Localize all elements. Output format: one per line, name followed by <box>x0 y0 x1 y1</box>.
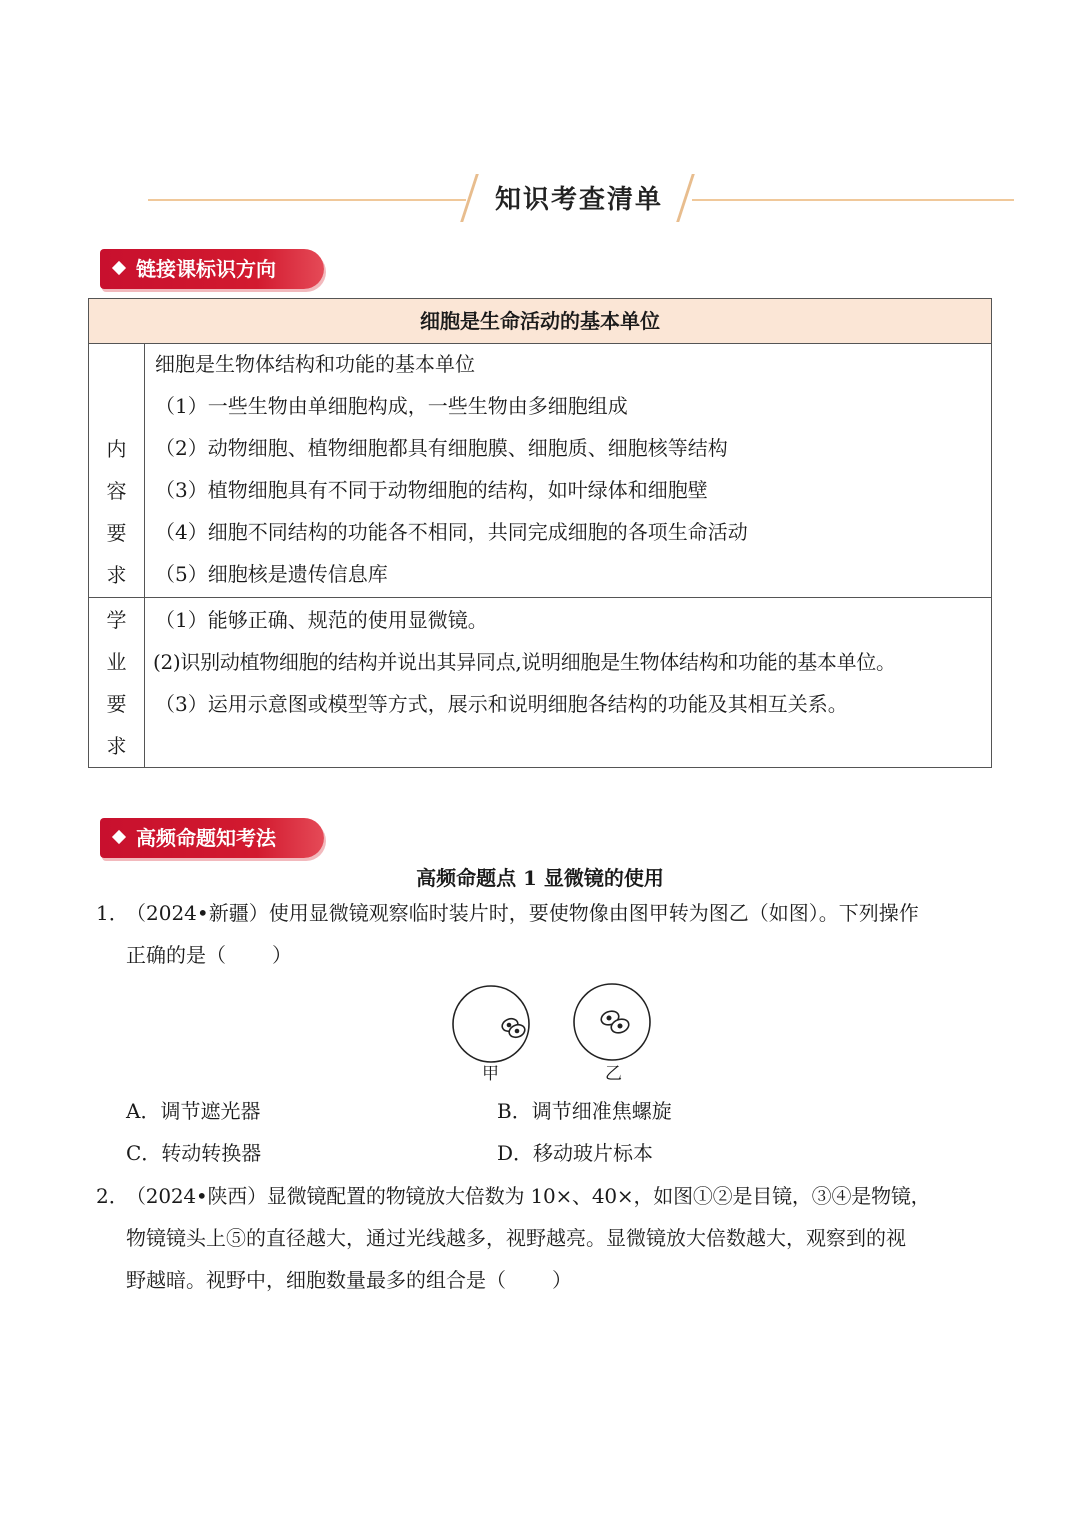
standards-table <box>88 298 992 768</box>
content-line: （4）细胞不同结构的功能各不相同，共同完成细胞的各项生命活动 <box>155 520 748 544</box>
option-a[interactable]: A．调节遮光器 <box>126 1099 261 1123</box>
academic-line: （3）运用示意图或模型等方式，展示和说明细胞各结构的功能及其相互关系。 <box>155 692 848 716</box>
question-2-number: 2． <box>96 1184 129 1208</box>
question-1-stem: （2024•新疆）使用显微镜观察临时装片时，要使物像由图甲转为图乙（如图）。下列操作 <box>126 901 919 925</box>
question-1-number: 1． <box>96 901 129 925</box>
content-line: 细胞是生物体结构和功能的基本单位 <box>155 352 475 376</box>
section-tag-standards <box>100 249 324 289</box>
section-tag-label: 链接课标识方向 <box>136 257 276 281</box>
topic-heading: 高频命题点 1 显微镜的使用 <box>416 866 664 890</box>
diamond-icon <box>112 261 126 275</box>
section-tag-questions <box>100 818 324 858</box>
option-d[interactable]: D．移动玻片标本 <box>497 1141 654 1165</box>
content-line: （2）动物细胞、植物细胞都具有细胞膜、细胞质、细胞核等结构 <box>155 436 728 460</box>
field-jia <box>453 986 529 1062</box>
figure-label-jia: 甲 <box>482 1064 499 1084</box>
academic-line: （1）能够正确、规范的使用显微镜。 <box>155 608 488 632</box>
microscope-field-figure <box>448 980 658 1070</box>
diamond-icon <box>112 830 126 844</box>
title-rule-left <box>148 199 466 201</box>
row-divider <box>89 597 991 598</box>
title-rule-right <box>692 199 1014 201</box>
content-requirements-label: 内 容 要 求 <box>89 343 145 597</box>
content-line: （1）一些生物由单细胞构成，一些生物由多细胞组成 <box>155 394 628 418</box>
table-title: 细胞是生命活动的基本单位 <box>89 299 991 344</box>
section-tag-label: 高频命题知考法 <box>136 826 276 850</box>
question-2-stem: （2024•陕西）显微镜配置的物镜放大倍数为 10×、40×，如图①②是目镜，③④是物镜， <box>126 1184 931 1208</box>
academic-requirements-label: 学 业 要 求 <box>89 598 145 767</box>
question-2-stem-cont: 物镜镜头上⑤的直径越大，通过光线越多，视野越亮。显微镜放大倍数越大，观察到的视 <box>126 1226 906 1250</box>
page-title: 知识考查清单 <box>494 185 663 215</box>
figure-label-yi: 乙 <box>605 1064 622 1084</box>
content-line: （3）植物细胞具有不同于动物细胞的结构，如叶绿体和细胞壁 <box>155 478 708 502</box>
academic-line: (2)识别动植物细胞的结构并说出其异同点,说明细胞是生物体结构和功能的基本单位。 <box>153 650 896 674</box>
question-2-stem-end: 野越暗。视野中，细胞数量最多的组合是（ ） <box>126 1268 572 1292</box>
content-line: （5）细胞核是遗传信息库 <box>155 562 388 586</box>
option-c[interactable]: C．转动转换器 <box>126 1141 262 1165</box>
field-yi <box>574 984 650 1060</box>
question-1-stem-cont: 正确的是（ ） <box>126 943 292 967</box>
option-b[interactable]: B．调节细准焦螺旋 <box>497 1099 672 1123</box>
